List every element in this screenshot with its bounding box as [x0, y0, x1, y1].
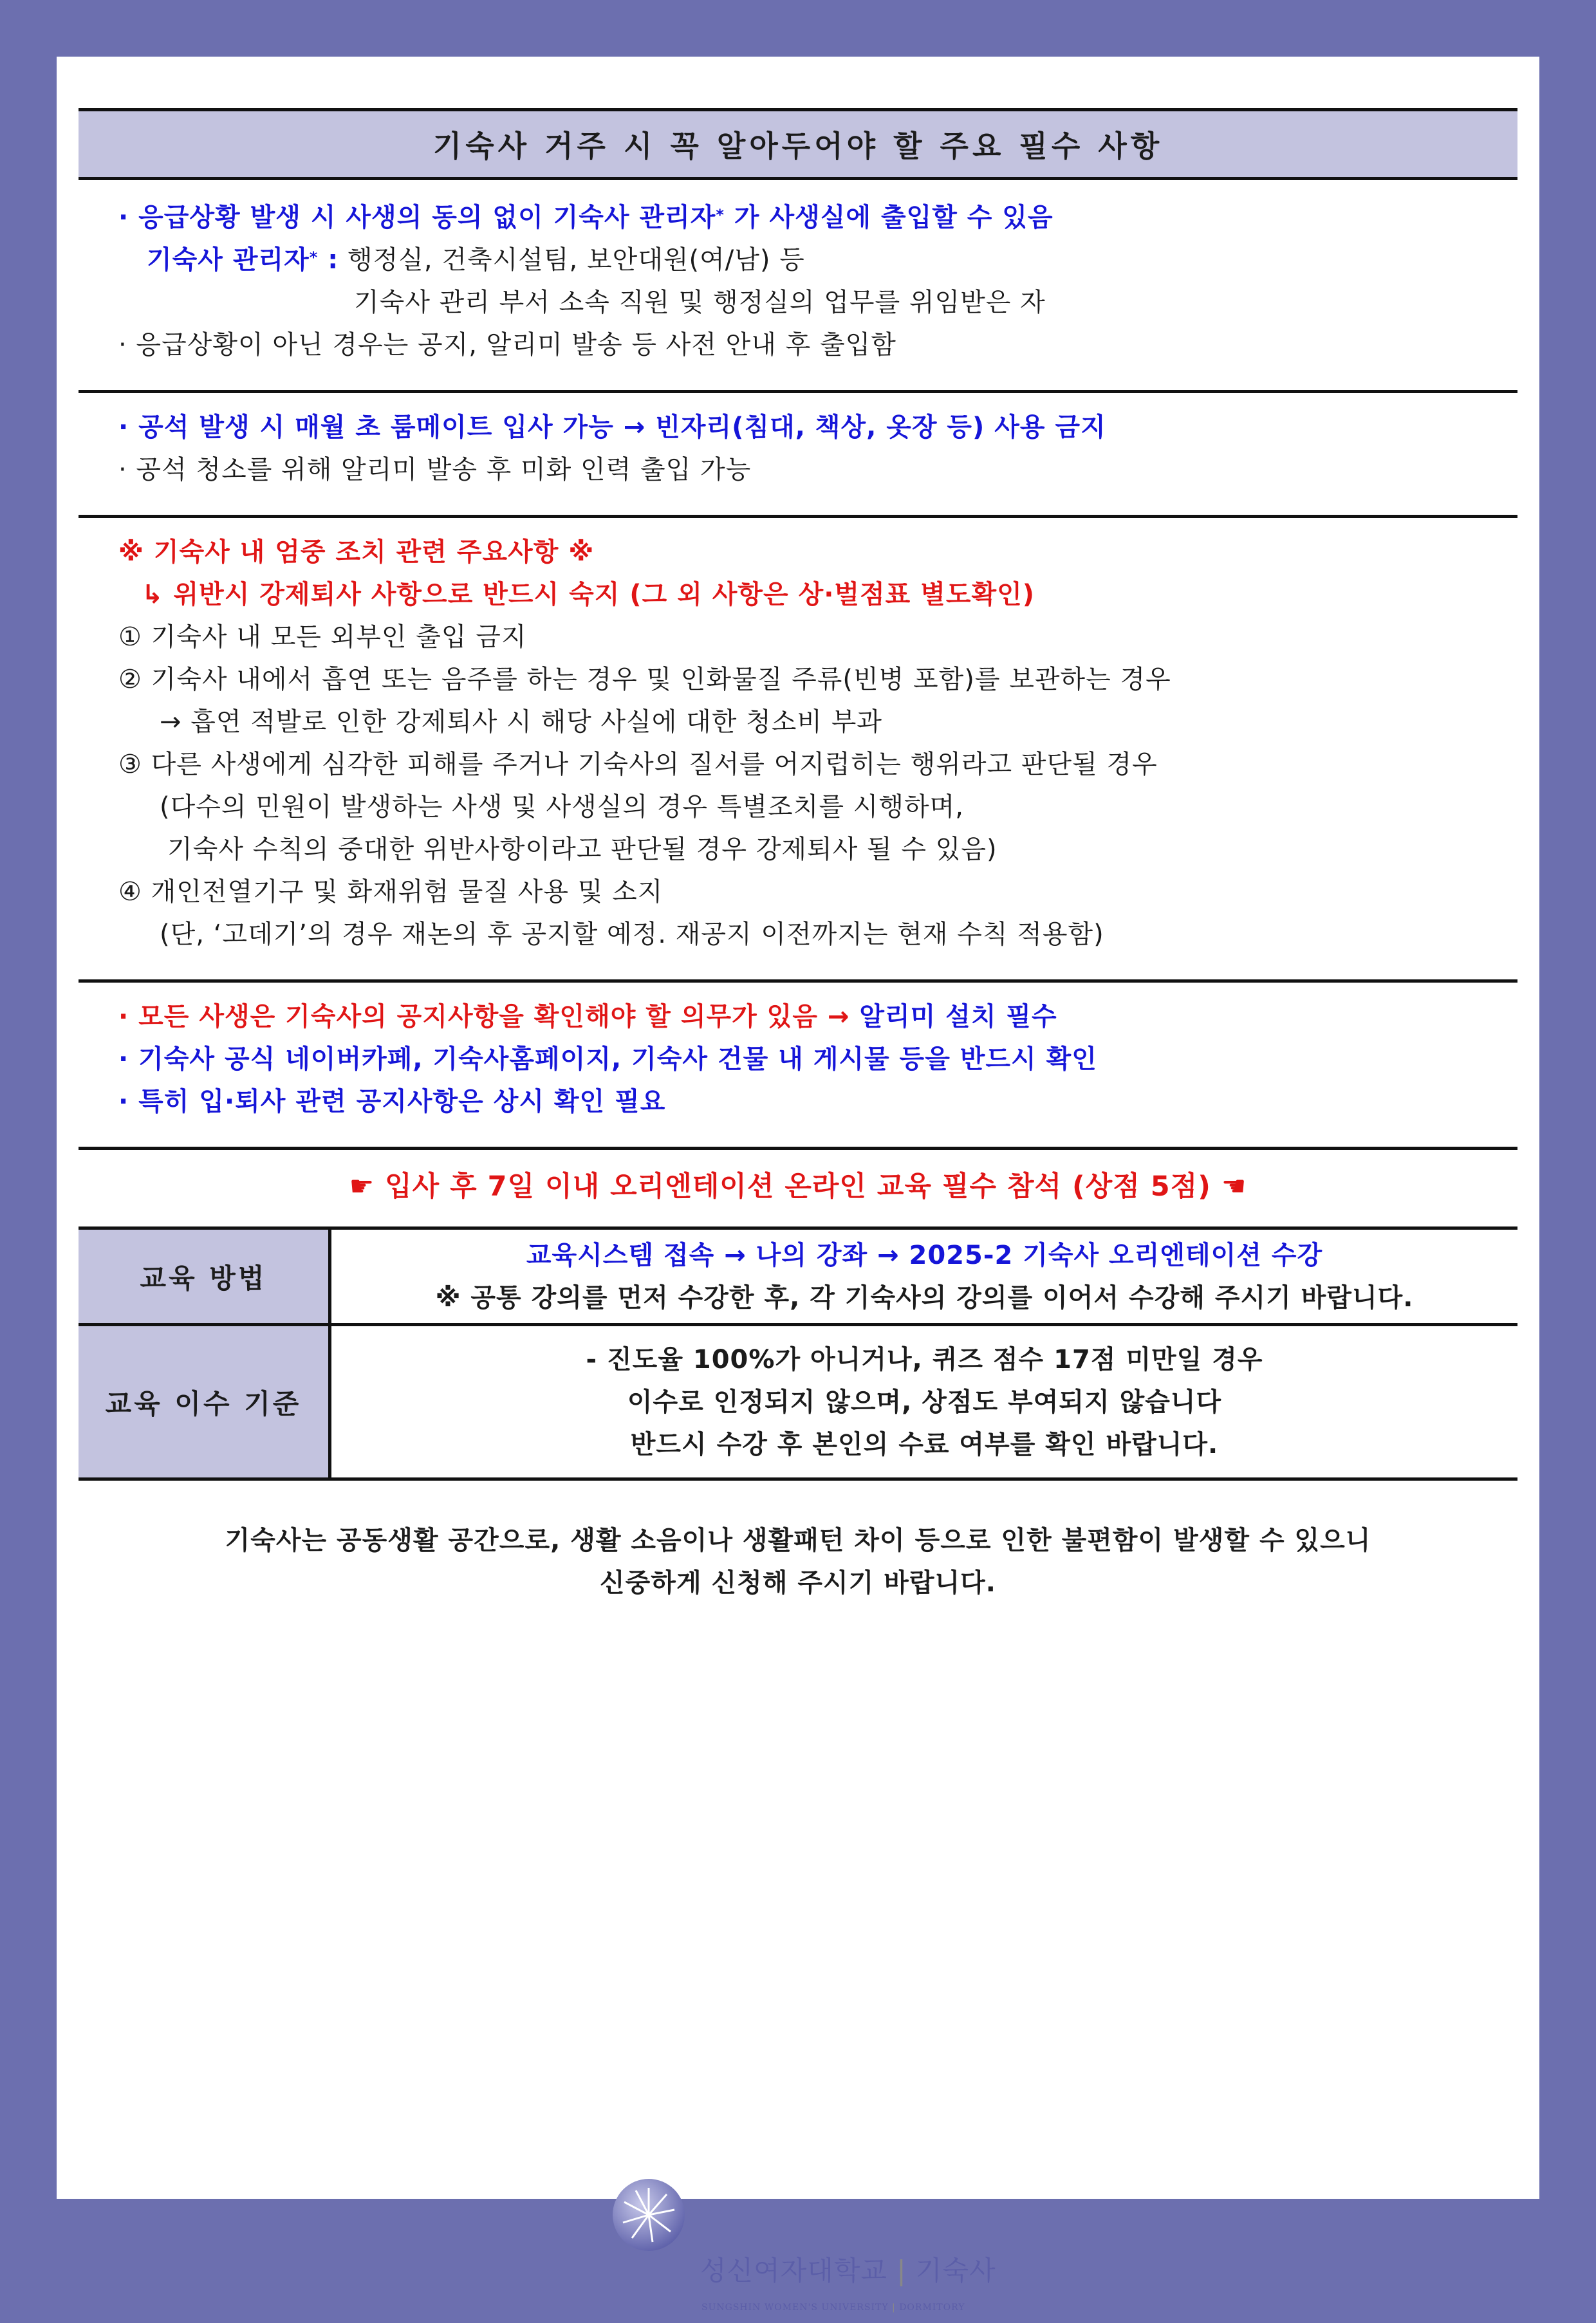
notice-duty-line: · 모든 사생은 기숙사의 공지사항을 확인해야 할 의무가 있음 → 알리미 설치 필수 [118, 1002, 1057, 1032]
orientation-heading: ☛ 입사 후 7일 이내 오리엔테이션 온라인 교육 필수 참석 (상점 5점) ☚ [349, 1171, 1247, 1203]
emergency-entry-notice: · 응급상황 발생 시 사생의 동의 없이 기숙사 관리자* 가 사생실에 출입할 수 있음 [118, 203, 1053, 232]
strict-measures-subheading: ↳ 위반시 강제퇴사 사항으로 반드시 숙지 (그 외 사항은 상·벌점표 별도확인) [142, 580, 1035, 609]
manager-definition-cont: 기숙사 관리 부서 소속 직원 및 행정실의 업무를 위임받은 자 [354, 288, 1046, 317]
emblem-icon [610, 2176, 687, 2254]
method-path: 교육시스템 접속 → 나의 강좌 → 2025-2 기숙사 오리엔테이션 수강 [526, 1240, 1323, 1270]
non-emergency-notice: · 응급상황이 아닌 경우는 공지, 알리미 발송 등 사전 안내 후 출입함 [118, 330, 896, 360]
criteria-line-3: 반드시 수강 후 본인의 수료 여부를 확인 바랍니다. [630, 1429, 1219, 1459]
method-label: 교육 방법 [79, 1228, 330, 1325]
method-note: ※ 공통 강의를 먼저 수강한 후, 각 기숙사의 강의를 이어서 수강해 주시기 바랍니다. [435, 1282, 1414, 1313]
rule-item-3-note: (다수의 민원이 발생하는 사생 및 사생실의 경우 특별조치를 시행하며, [160, 792, 964, 822]
logo-block [610, 2176, 996, 2254]
rule-item-4-note: (단, ‘고데기’의 경우 재논의 후 공지할 예정. 재공지 이전까지는 현재 수칙 적용함) [160, 920, 1104, 949]
rule-item-2-note: → 흡연 적발로 인한 강제퇴사 시 해당 사실에 대한 청소비 부과 [160, 707, 883, 737]
rule-item-1: ① 기숙사 내 모든 외부인 출입 금지 [118, 622, 527, 652]
criteria-cell [330, 1325, 1518, 1479]
criteria-line-1: - 진도율 100%가 아니거나, 퀴즈 점수 17점 미만일 경우 [586, 1344, 1263, 1374]
logo-text-en: SUNGSHIN WOMEN'S UNIVERSITY | DORMITORY [701, 2302, 965, 2313]
document-page [57, 57, 1539, 2313]
criteria-label: 교육 이수 기준 [79, 1325, 330, 1479]
table-row [79, 1228, 1517, 1325]
manager-definition: 기숙사 관리자* : 행정실, 건축시설팀, 보안대원(여/남) 등 [147, 245, 805, 275]
rule-item-3: ③ 다른 사생에게 심각한 피해를 주거나 기숙사의 질서를 어지럽히는 행위라고 판단될 경우 [118, 750, 1158, 779]
vacancy-cleaning-notice: · 공석 청소를 위해 알리미 발송 후 미화 인력 출입 가능 [118, 455, 752, 485]
logo-text-ko: 성신여자대학교 | 기숙사 [700, 2255, 996, 2286]
divider [79, 979, 1517, 983]
rule-item-4: ④ 개인전열기구 및 화재위험 물질 사용 및 소지 [118, 877, 663, 907]
rule-item-2: ② 기숙사 내에서 흡연 또는 음주를 하는 경우 및 인화물질 주류(빈병 포함)를 보관하는 경우 [118, 665, 1171, 694]
orientation-table [79, 1226, 1517, 1481]
divider [79, 390, 1517, 393]
document-title: 기숙사 거주 시 꼭 알아두어야 할 주요 필수 사항 [79, 108, 1517, 180]
rule-item-3-note-cont: 기숙사 수칙의 중대한 위반사항이라고 판단될 경우 강제퇴사 될 수 있음) [167, 835, 998, 864]
table-row [79, 1325, 1517, 1479]
method-cell [330, 1228, 1518, 1325]
notice-channels-line: · 기숙사 공식 네이버카페, 기숙사홈페이지, 기숙사 건물 내 게시물 등을 반드시 확인 [118, 1044, 1097, 1074]
footer-line-2: 신중하게 신청해 주시기 바랍니다. [600, 1568, 996, 1598]
divider [79, 1147, 1517, 1150]
notice-move-line: · 특히 입·퇴사 관련 공지사항은 상시 확인 필요 [118, 1087, 666, 1116]
divider [79, 515, 1517, 518]
strict-measures-heading: ※ 기숙사 내 엄중 조치 관련 주요사항 ※ [118, 537, 595, 567]
criteria-line-2: 이수로 인정되지 않으며, 상점도 부여되지 않습니다 [627, 1387, 1222, 1417]
vacancy-notice: · 공석 발생 시 매월 초 룸메이트 입사 가능 → 빈자리(침대, 책상, 옷장 등) 사용 금지 [118, 412, 1106, 442]
footer-line-1: 기숙사는 공동생활 공간으로, 생활 소음이나 생활패턴 차이 등으로 인한 불편함이 발생할 수 있으니 [225, 1526, 1371, 1555]
